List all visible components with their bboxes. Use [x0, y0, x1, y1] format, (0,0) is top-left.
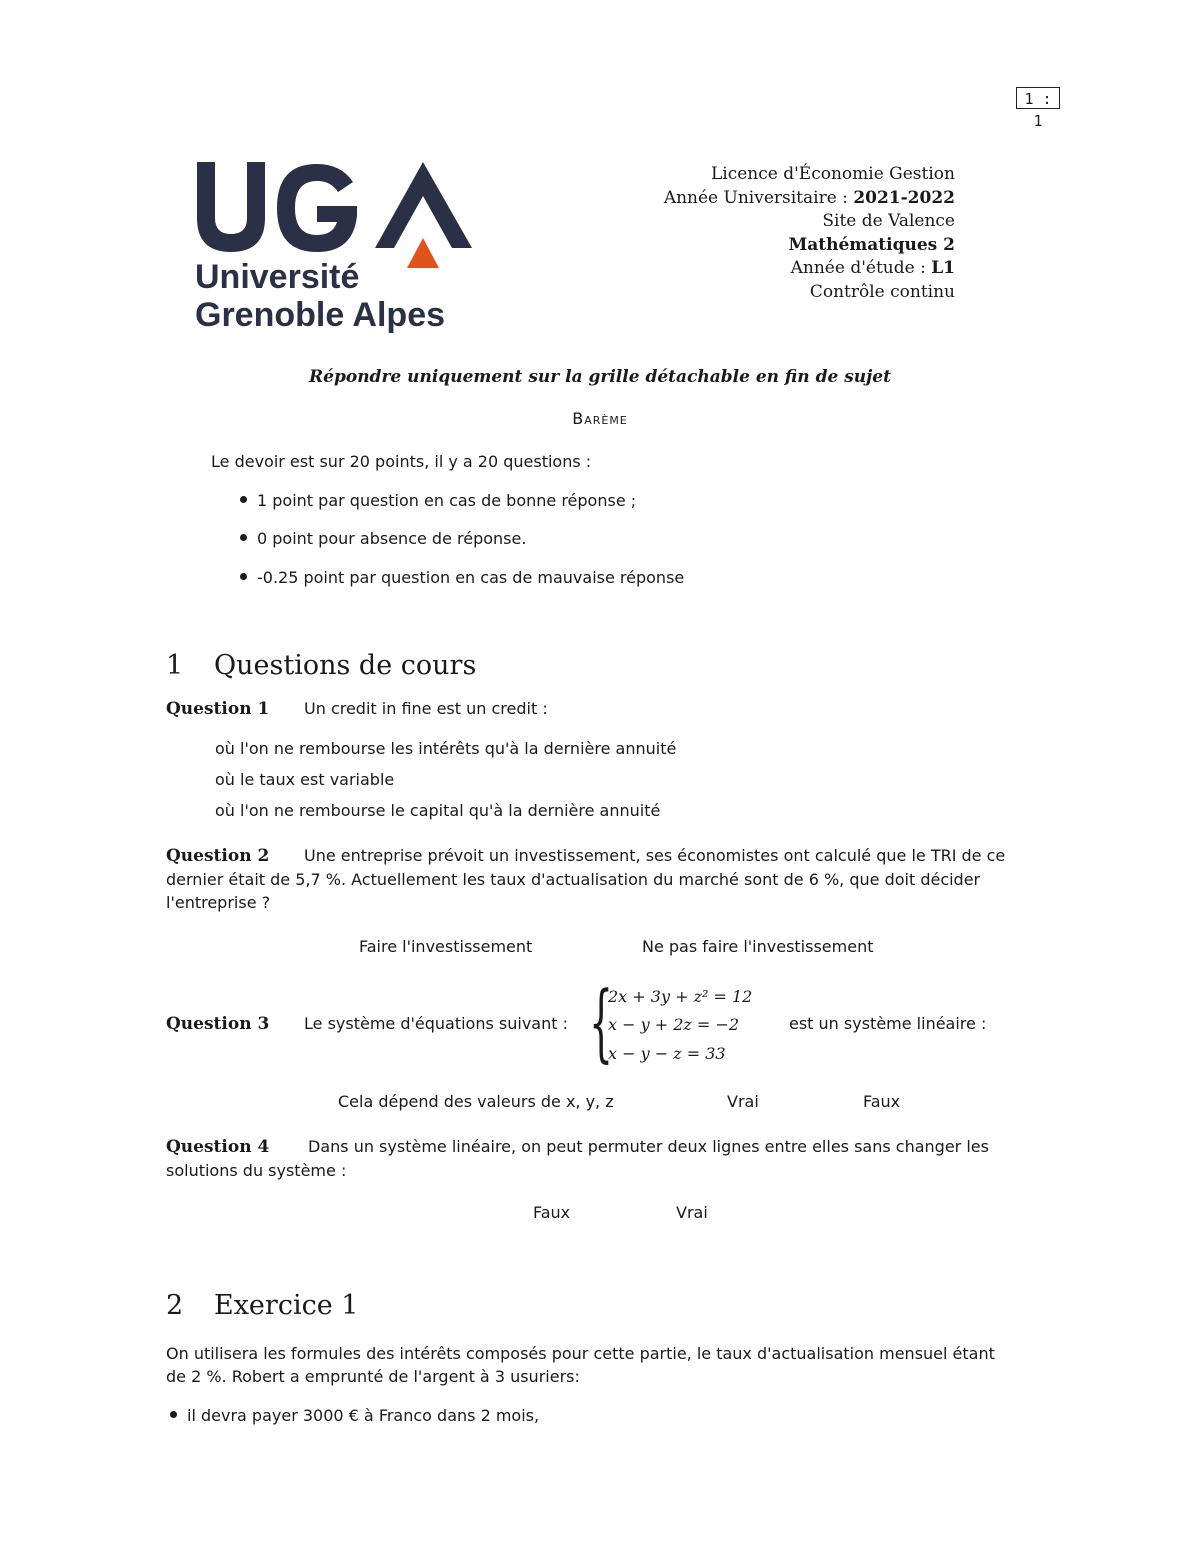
bareme-intro: Le devoir est sur 20 points, il y a 20 questions : — [211, 452, 592, 471]
bareme-title: Barème — [572, 409, 628, 428]
question-2-line: dernier était de 5,7 %. Actuellement les taux d'actualisation du marché sont de 6 %, que doit décider — [166, 870, 981, 889]
question-4-line: solutions du système : — [166, 1161, 347, 1180]
academic-year-value: 2021-2022 — [853, 187, 955, 208]
answer-option: Vrai — [727, 1092, 759, 1111]
answer-option: Vrai — [676, 1203, 708, 1222]
uga-logo — [195, 160, 480, 335]
section-heading: 2 Exercice 1 — [166, 1290, 359, 1321]
course-info — [664, 163, 955, 304]
licence: Licence d'Économie Gestion — [711, 164, 955, 184]
answer-option: Cela dépend des valeurs de x, y, z — [338, 1092, 614, 1111]
bullet-icon — [240, 496, 247, 503]
question-3: Question 3 Le système d'équations suivant : — [166, 1014, 568, 1034]
bareme-item: 0 point pour absence de réponse. — [240, 529, 526, 548]
subject: Mathématiques 2 — [788, 234, 955, 255]
exam-type: Contrôle continu — [809, 281, 955, 302]
exercise-text: de 2 %. Robert a emprunté de l'argent à 3 usuriers: — [166, 1367, 580, 1386]
exercise-bullet: il devra payer 3000 € à Franco dans 2 mois, — [170, 1406, 539, 1425]
equation: x − y + 2z = −2 — [608, 1015, 739, 1034]
site: Site de Valence — [822, 211, 955, 231]
answer-option: où l'on ne rembourse les intérêts qu'à la dernière annuité — [215, 739, 677, 758]
instruction: Répondre uniquement sur la grille détachable en fin de sujet — [309, 367, 891, 387]
exercise-text: On utilisera les formules des intérêts composés pour cette partie, le taux d'actualisation mensuel étant — [166, 1344, 995, 1363]
answer-option: où l'on ne rembourse le capital qu'à la dernière annuité — [215, 801, 661, 820]
question-1: Question 1 Un credit in fine est un credit : — [166, 699, 548, 719]
bareme-item: 1 point par question en cas de bonne réponse ; — [240, 491, 636, 510]
study-year: Année d'étude : L1 — [790, 258, 955, 278]
page-tag: 1 : 1 — [1016, 87, 1060, 109]
bullet-icon — [240, 534, 247, 541]
question-2-line: l'entreprise ? — [166, 893, 271, 912]
bareme-item: -0.25 point par question en cas de mauvaise réponse — [240, 568, 684, 587]
answer-option: Faux — [863, 1092, 901, 1111]
question-4: Question 4 Dans un système linéaire, on peut permuter deux lignes entre elles sans changer les — [166, 1137, 989, 1157]
question-2: Question 2 Une entreprise prévoit un investissement, ses économistes ont calculé que le TRI de ce — [166, 846, 1006, 866]
bullet-icon — [240, 573, 247, 580]
equation: x − y − z = 33 — [608, 1044, 726, 1063]
question-3-suffix: est un système linéaire : — [789, 1014, 987, 1033]
uga-logo-mark — [195, 160, 480, 335]
academic-year: Année Universitaire : 2021-2022 — [663, 187, 955, 208]
equation: 2x + 3y + z² = 12 — [608, 987, 753, 1006]
answer-option: Faire l'investissement — [359, 937, 533, 956]
answer-option: où le taux est variable — [215, 770, 395, 789]
section-heading: 1 Questions de cours — [166, 650, 477, 681]
study-year-value: L1 — [931, 258, 955, 278]
answer-option: Ne pas faire l'investissement — [642, 937, 874, 956]
bullet-icon — [170, 1411, 177, 1418]
brace-icon: { — [589, 973, 614, 1071]
logo-line2: Grenoble Alpes — [195, 296, 446, 334]
logo-line1: Université — [195, 258, 360, 296]
answer-option: Faux — [533, 1203, 571, 1222]
